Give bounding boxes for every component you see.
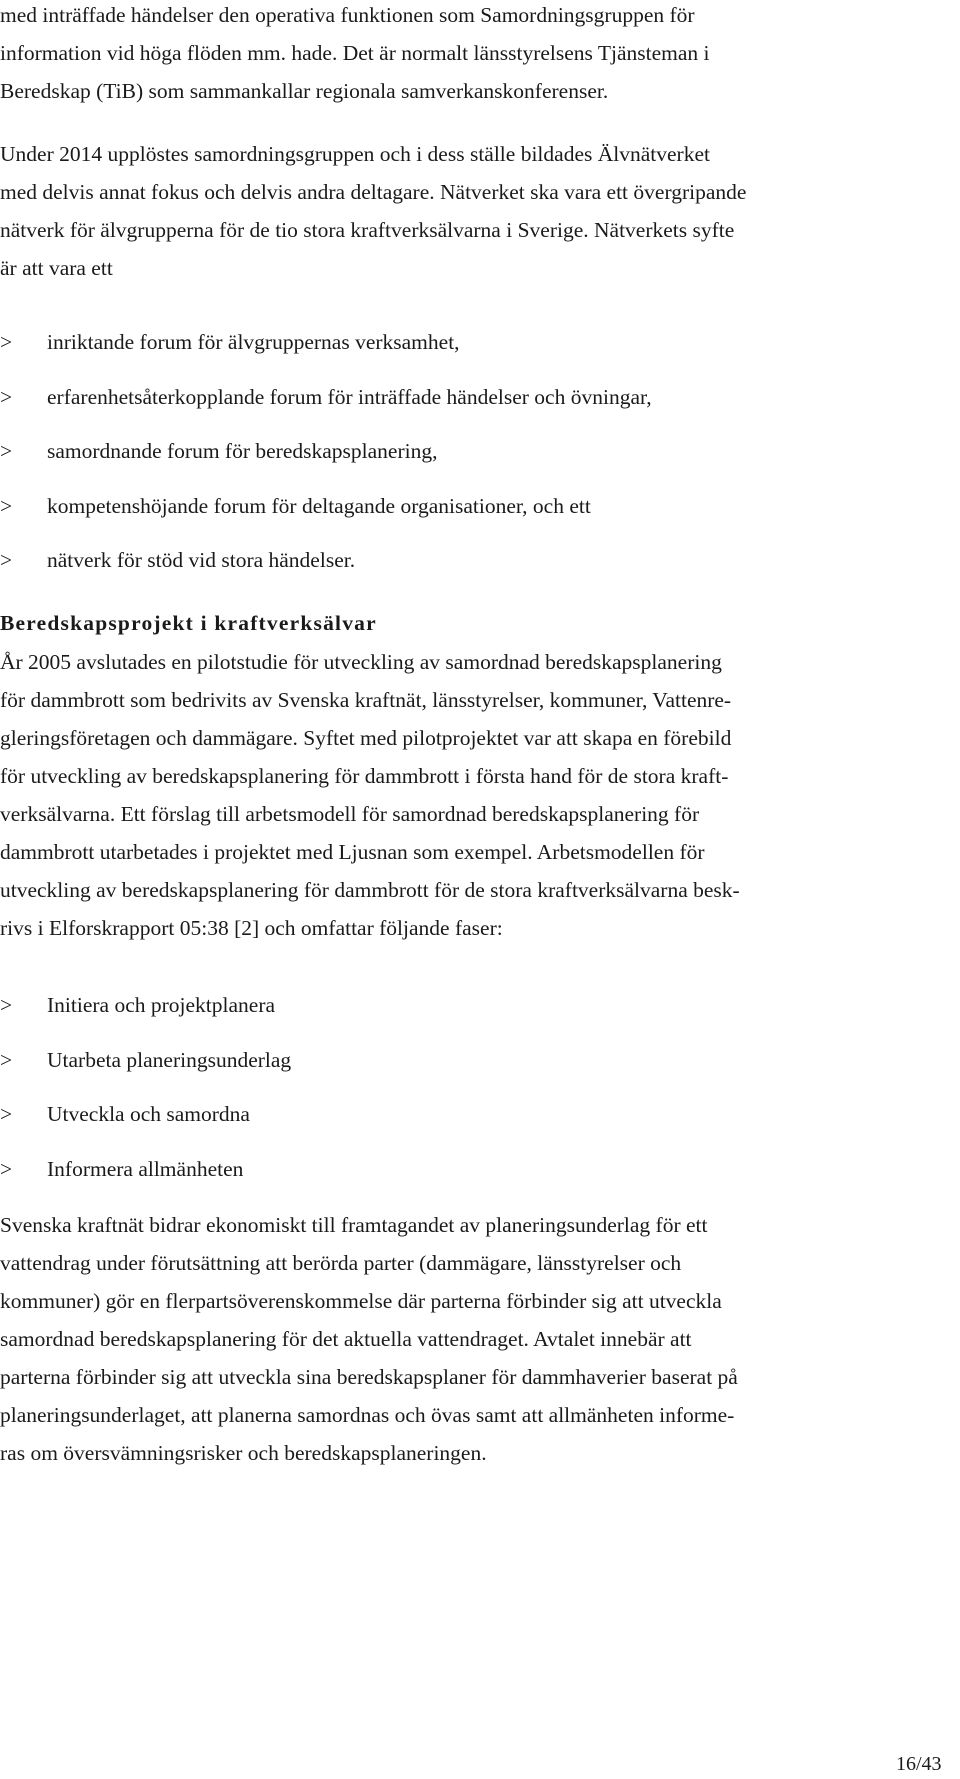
list-item-text: Utarbeta planeringsunderlag bbox=[47, 1047, 292, 1072]
text-line: Under 2014 upplöstes samordningsgruppen och i dess ställe bildades Älvnätverket bbox=[0, 142, 710, 166]
bullet-marker: > bbox=[0, 384, 13, 409]
text-line: dammbrott utarbetades i projektet med Ljusnan som exempel. Arbetsmodellen för bbox=[0, 840, 705, 864]
list-item-text: nätverk för stöd vid stora händelser. bbox=[47, 548, 356, 572]
text-line: Svenska kraftnät bidrar ekonomiskt till framtagandet av planeringsunderlag för ett bbox=[0, 1213, 708, 1237]
text-line: gleringsföretagen och dammägare. Syftet med pilotprojektet var att skapa en förebild bbox=[0, 726, 732, 750]
list-item-text: Utveckla och samordna bbox=[47, 1102, 250, 1126]
text-line: är att vara ett bbox=[0, 256, 113, 280]
bullet-marker: > bbox=[0, 330, 13, 354]
text-line: rivs i Elforskrapport 05:38 [2] och omfattar följande faser: bbox=[0, 916, 503, 940]
bullet-marker: > bbox=[0, 993, 13, 1017]
list-item-text: kompetenshöjande forum för deltagande organisationer, och ett bbox=[47, 493, 591, 518]
page-number: 16/43 bbox=[896, 1753, 942, 1775]
text-line: vattendrag under förutsättning att berörda parter (dammägare, länsstyrelser och bbox=[0, 1251, 682, 1275]
text-line: utveckling av beredskapsplanering för dammbrott för de stora kraftverksälvarna besk- bbox=[0, 878, 740, 902]
intro-paragraph bbox=[0, 0, 955, 110]
text-line: ras om översvämningsrisker och beredskapsplaneringen. bbox=[0, 1441, 487, 1465]
funding-paragraph bbox=[0, 1206, 955, 1472]
text-line: för dammbrott som bedrivits av Svenska kraftnät, länsstyrelser, kommuner, Vattenre- bbox=[0, 688, 732, 712]
text-line: parterna förbinder sig att utveckla sina beredskapsplaner för dammhaverier baserat på bbox=[0, 1365, 738, 1389]
bullet-marker: > bbox=[0, 1156, 13, 1181]
list-item-text: inriktande forum för älvgruppernas verksamhet, bbox=[47, 330, 460, 354]
text-line: kommuner) gör en flerpartsöverenskommelse där parterna förbinder sig att utveckla bbox=[0, 1289, 722, 1313]
text-line: med delvis annat fokus och delvis andra deltagare. Nätverket ska vara ett övergripande bbox=[0, 180, 747, 204]
bullet-marker: > bbox=[0, 493, 13, 518]
network-paragraph bbox=[0, 135, 955, 287]
project-paragraph bbox=[0, 643, 955, 947]
text-line: samordnad beredskapsplanering för det aktuella vattendraget. Avtalet innebär att bbox=[0, 1327, 692, 1351]
list-item-text: samordnande forum för beredskapsplanering, bbox=[47, 439, 438, 463]
bullet-marker: > bbox=[0, 1102, 13, 1126]
text-line: verksälvarna. Ett förslag till arbetsmodell för samordnad beredskapsplanering för bbox=[0, 802, 700, 826]
bullet-marker: > bbox=[0, 548, 13, 572]
text-line: information vid höga flöden mm. hade. Det är normalt länsstyrelsens Tjänsteman i bbox=[0, 41, 710, 65]
text-line: Beredskap (TiB) som sammankallar regionala samverkanskonferenser. bbox=[0, 79, 609, 103]
bullet-marker: > bbox=[0, 1047, 13, 1072]
list-item-text: erfarenhetsåterkopplande forum för inträffade händelser och övningar, bbox=[47, 384, 652, 409]
list-item-text: Informera allmänheten bbox=[47, 1156, 244, 1181]
text-line: planeringsunderlaget, att planerna samordnas och övas samt att allmänheten informe- bbox=[0, 1403, 735, 1427]
text-line: År 2005 avslutades en pilotstudie för utveckling av samordnad beredskapsplanering bbox=[0, 650, 722, 674]
text-line: med inträffade händelser den operativa funktionen som Samordningsgruppen för bbox=[0, 3, 695, 27]
bullet-marker: > bbox=[0, 439, 13, 463]
list-item-text: Initiera och projektplanera bbox=[47, 993, 276, 1017]
text-line: nätverk för älvgrupperna för de tio stora kraftverksälvarna i Sverige. Nätverkets syfte bbox=[0, 218, 735, 242]
text-line: för utveckling av beredskapsplanering för dammbrott i första hand för de stora kraft- bbox=[0, 764, 729, 788]
section-heading: Beredskapsprojekt i kraftverksälvar bbox=[0, 611, 377, 635]
